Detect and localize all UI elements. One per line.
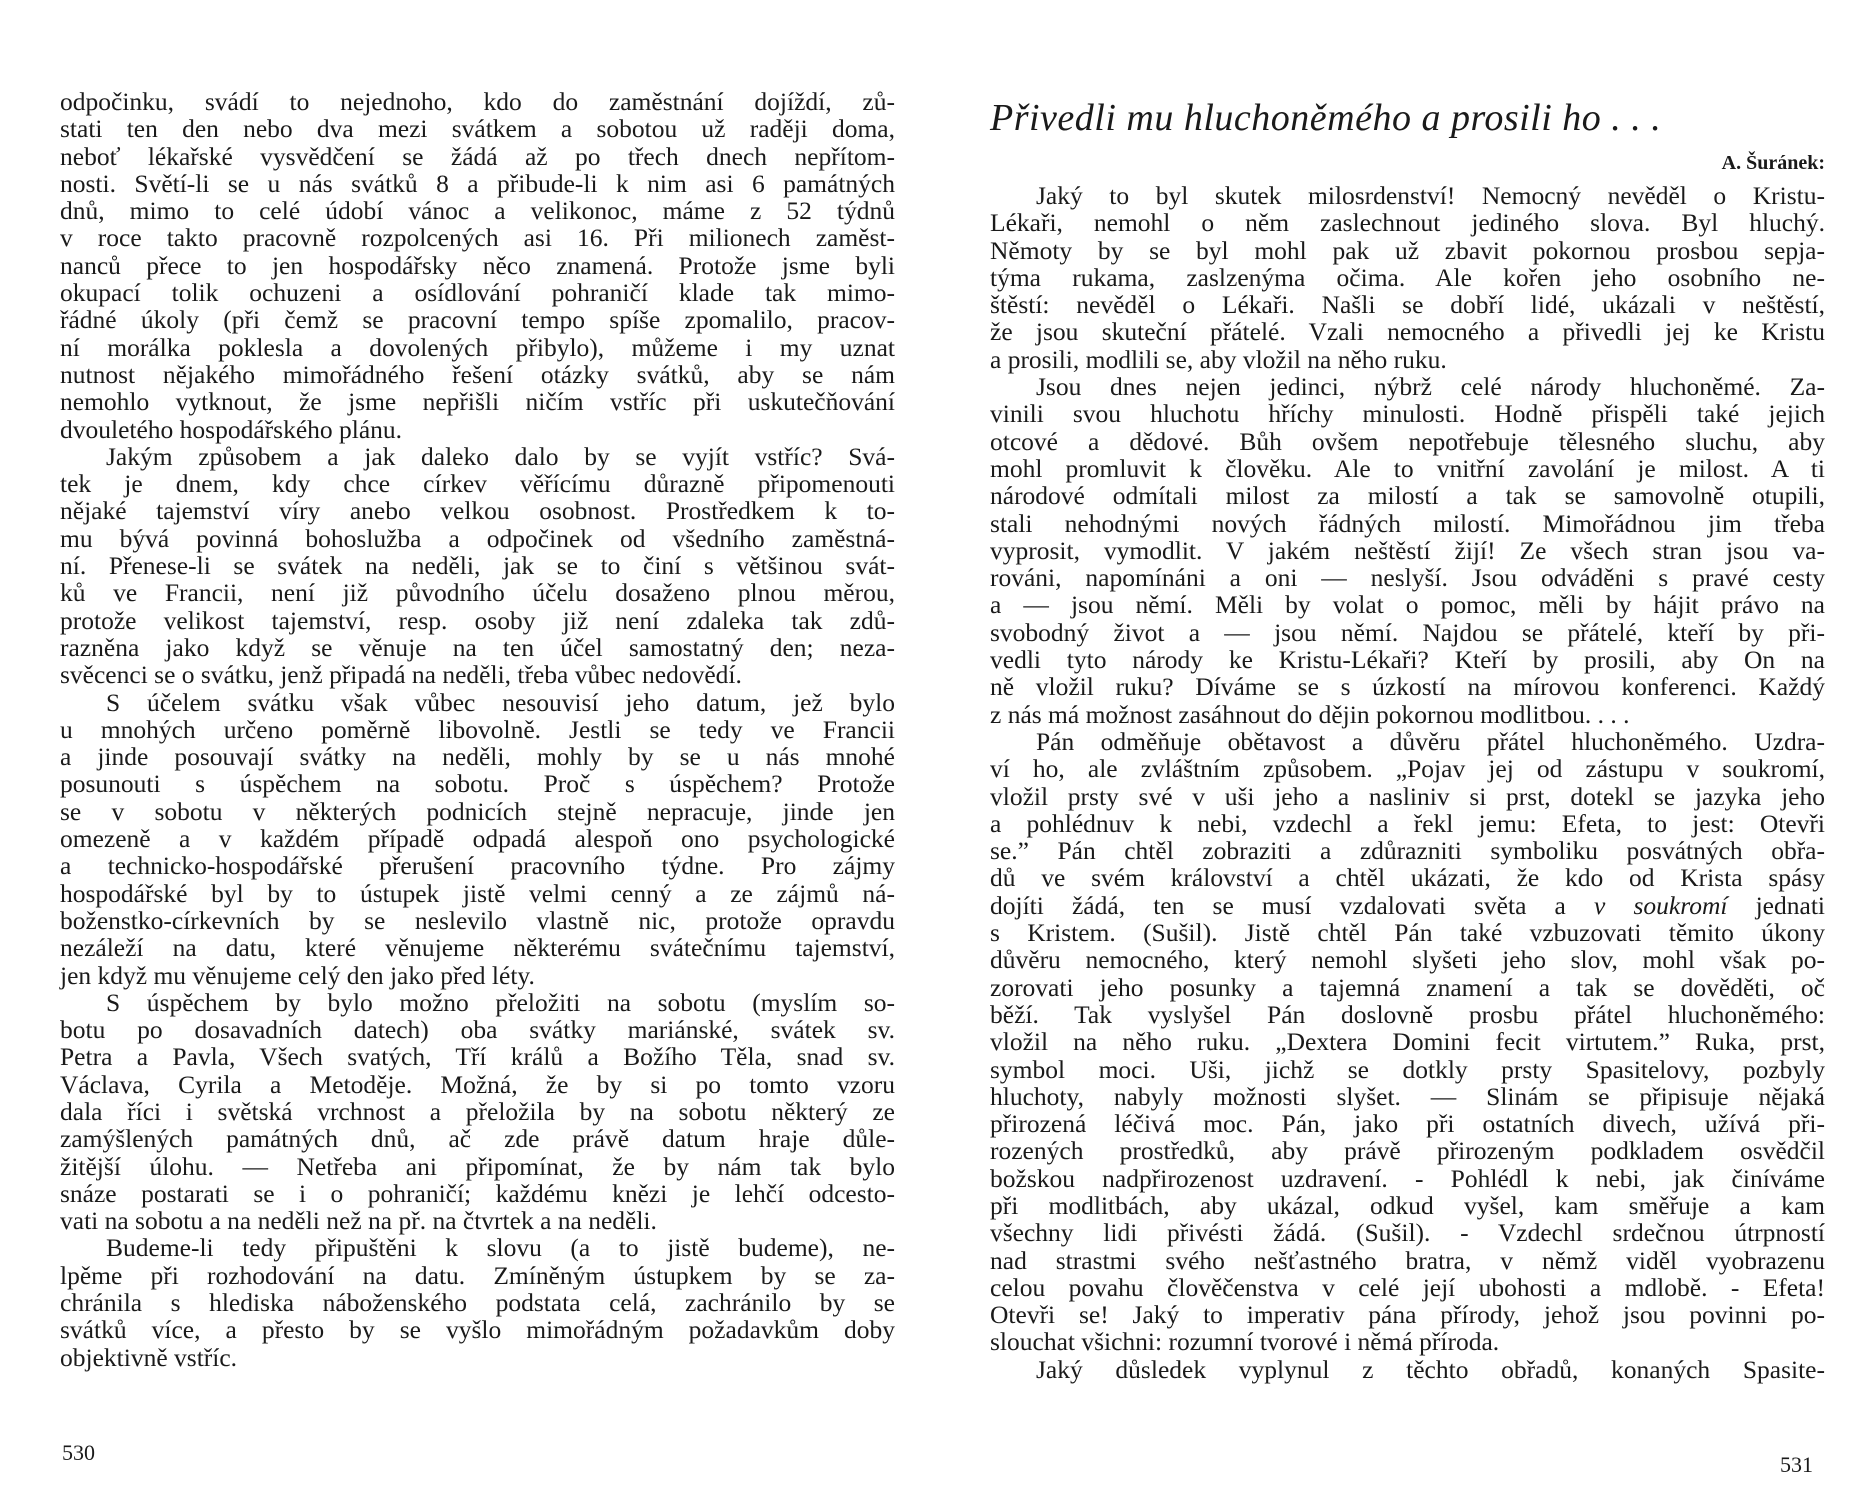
text-line: ků ve Francii, není již původního účelu dosaženo plnou měrou, <box>60 578 895 608</box>
text-line: a jinde posouvají svátky na neděli, mohly by se u nás mnohé <box>60 742 895 772</box>
text-line: s Kristem. (Sušil). Jistě chtěl Pán také vzbuzovati těmito úkony <box>990 918 1825 948</box>
text-line: nanců přece to jen hospodářsky něco znamená. Protože jsme byli <box>60 250 895 280</box>
text-line: jen když mu věnujeme celý den jako před léty. <box>60 960 535 990</box>
text-line: S účelem svátku však vůbec nesouvisí jeho datum, jež bylo <box>106 687 895 717</box>
text-line: dvouletého hospodářského plánu. <box>60 414 403 444</box>
text-line: důvěru nemocného, který nemohl slyšeti jeho slov, mohl však po- <box>990 945 1825 975</box>
text-line: svátků více, a přesto by se vyšlo mimořádným požadavkům doby <box>60 1315 895 1345</box>
article-author: A. Šuránek: <box>1721 152 1825 174</box>
text-line: Otevři se! Jaký to imperativ pána přírody, jehož jsou povinni po- <box>990 1300 1825 1330</box>
text-line: tek je dnem, kdy chce církev věřícímu důrazně připomenouti <box>60 469 895 499</box>
text-line: z nás má možnost zasáhnout do dějin pokornou modlitbou. . . . <box>990 699 1630 729</box>
text-line: objektivně vstříc. <box>60 1342 238 1372</box>
text-line: štěstí: nevěděl o Lékaři. Našli se dobří lidé, ukázali v neštěstí, <box>990 290 1825 320</box>
text-line: dala říci i světská vrchnost a přeložila by na sobotu některý ze <box>60 1096 895 1126</box>
text-line: zamýšlených památných dnů, ač zde právě datum hraje důle- <box>60 1124 895 1154</box>
text-line: Jakým způsobem a jak daleko dalo by se vyjít vstříc? Svá- <box>106 441 895 471</box>
text-line: S úspěchem by bylo možno přeložiti na sobotu (myslím so- <box>106 987 895 1017</box>
text-line: svobodný život a — jsou němí. Najdou se přátelé, kteří by při- <box>990 617 1825 647</box>
text-line: lpěme při rozhodování na datu. Zmíněným ústupkem by se za- <box>60 1260 895 1290</box>
text-line: zorovati jeho posunky a tajemná znamení a tak se dověděti, oč <box>990 972 1825 1002</box>
text-line: dů ve svém království a chtěl ukázati, že kdo od Krista spásy <box>990 863 1825 893</box>
text-line: nad strastmi svého nešťastného bratra, v němž viděl vyobrazenu <box>990 1245 1825 1275</box>
text-line: že jsou skuteční přátelé. Vzali nemocného a přivedli jej ke Kristu <box>990 317 1825 347</box>
text-line: vložil prsty své v uši jeho a nasliniv si prst, dotekl se jazyka jeho <box>990 781 1825 811</box>
text-line: boženstko-církevních by se neslevilo vlastně nic, protože opravdu <box>60 905 895 935</box>
text-line: týma rukama, zaslzenýma očima. Ale kořen jeho osobního ne- <box>990 262 1825 292</box>
text-line: Němoty by se byl mohl pak už zbavit pokornou prosbou sepja- <box>990 235 1825 265</box>
text-line: hluchoty, nabyly možnosti slyšet. — Slinám se připisuje nějaká <box>990 1081 1825 1111</box>
text-line: posunouti s úspěchem na sobotu. Proč s úspěchem? Protože <box>60 769 895 799</box>
text-line: žitější úlohu. — Netřeba ani připomínat, že by nám tak bylo <box>60 1151 895 1181</box>
text-line: ní. Přenese-li se svátek na neděli, jak se to činí s většinou svát- <box>60 551 895 581</box>
left-page-text-column <box>60 88 895 1371</box>
text-line: stali nehodnými nových řádných milostí. Mimořádnou jim třeba <box>990 508 1825 538</box>
text-line: božskou nadpřirozenost uzdravení. - Pohlédl k nebi, jak činíváme <box>990 1163 1825 1193</box>
text-line: stati ten den nebo dva mezi svátkem a sobotou už raději doma, <box>60 114 895 144</box>
text-line: Petra a Pavla, Všech svatých, Tří králů a Božího Těla, snad sv. <box>60 1042 895 1072</box>
paragraph <box>60 989 895 1235</box>
text-line: Pán odměňuje obětavost a důvěru přátel hluchoněmého. Uzdra- <box>1036 726 1825 756</box>
text-line: snáze postarati se i o pohraničí; každému knězi je lehčí odcesto- <box>60 1178 895 1208</box>
text-line: dnů, mimo to celé údobí vánoc a velikonoc, máme z 52 týdnů <box>60 196 895 226</box>
text-line: vedli tyto národy ke Kristu-Lékaři? Kteří by prosili, aby On na <box>990 645 1825 675</box>
text-line: vložil na něho ruku. „Dextera Domini fecit virtutem.” Ruka, prst, <box>990 1027 1825 1057</box>
text-line: a pohlédnuv k nebi, vzdechl a řekl jemu: Efeta, to jest: Otevři <box>990 808 1825 838</box>
text-line: omezeně a v každém případě odpadá alespoň ono psychologické <box>60 824 895 854</box>
text-line: neboť lékařské vysvědčení se žádá až po třech dnech nepřítom- <box>60 141 895 171</box>
text-line: rozených prostředků, aby právě přirozeným podkladem osvědčil <box>990 1136 1825 1166</box>
text-line: slouchat všichni: rozumní tvorové i němá příroda. <box>990 1327 1500 1357</box>
text-line: vati na sobotu a na neděli než na př. na čtvrtek a na neděli. <box>60 1206 657 1236</box>
text-line: mu bývá povinná bohoslužba a odpočinek od všedního zaměstná- <box>60 523 895 553</box>
text-line: Lékaři, nemohl o něm zaslechnout jediného slova. Byl hluchý. <box>990 208 1825 238</box>
text-line: přirozená léčivá moc. Pán, jako při ostatních divech, užívá při- <box>990 1109 1825 1139</box>
text-line: nějaké tajemství víry anebo velkou osobnost. Prostředkem k to- <box>60 496 895 526</box>
text-line: svěcenci se o svátku, jenž připadá na neděli, třeba vůbec nedovědí. <box>60 660 742 690</box>
text-line: ví ho, ale zvláštním způsobem. „Pojav jej od zástupu v soukromí, <box>990 754 1825 784</box>
right-page-text-column <box>990 182 1825 1383</box>
text-line: Václava, Cyrila a Metoděje. Možná, že by si po tomto vzoru <box>60 1069 895 1099</box>
paragraph <box>990 1356 1825 1383</box>
text-line: Budeme-li tedy připuštěni k slovu (a to jistě budeme), ne- <box>106 1233 895 1263</box>
paragraph <box>60 88 895 443</box>
text-line: Jaký důsledek vyplynul z těchto obřadů, konaných Spasite- <box>1036 1354 1825 1384</box>
paragraph <box>990 373 1825 728</box>
text-line: národové odmítali milost za milostí a tak se samovolně otupili, <box>990 481 1825 511</box>
paragraph <box>60 689 895 989</box>
text-line: nezáleží na datu, které věnujeme některému svátečnímu tajemství, <box>60 933 895 963</box>
text-line: všechny lidi přivésti žádá. (Sušil). - Vzdechl srdečnou útrpností <box>990 1218 1825 1248</box>
text-line: se.” Pán chtěl zobraziti a zdůrazniti symboliku posvátných obřa- <box>990 836 1825 866</box>
text-line: řádné úkoly (při čemž se pracovní tempo spíše zpomalilo, pracov- <box>60 305 895 335</box>
text-segment: jednati <box>1727 890 1825 920</box>
page-number-right: 531 <box>1780 1452 1813 1477</box>
text-line: otcové a dědové. Bůh ovšem nepotřebuje tělesného sluchu, aby <box>990 426 1825 456</box>
paragraph <box>60 443 895 689</box>
text-line: nutnost nějakého mimořádného řešení otázky svátků, aby se nám <box>60 359 895 389</box>
article-title: Přivedli mu hluchoněmého a prosili ho . . . <box>990 97 1662 139</box>
text-line: razněna jako když se věnuje na ten účel samostatný den; neza- <box>60 632 895 662</box>
text-line: protože velikost tajemství, resp. osoby již není zdaleka tak zdů- <box>60 605 895 635</box>
text-line: okupací tolik ochuzeni a osídlování pohraničí klade tak mimo- <box>60 278 895 308</box>
text-line: vyprosit, vymodlit. V jakém neštěstí žijí! Ze všech stran jsou va- <box>990 535 1825 565</box>
text-line: vinili svou hluchotu hříchy minulosti. Hodně přispěli také jejich <box>990 399 1825 429</box>
paragraph <box>990 728 1825 1356</box>
text-line: hospodářské byl by to ústupek jistě velmi cenný a ze zájmů ná- <box>60 878 895 908</box>
text-line: a — jsou němí. Měli by volat o pomoc, měli by hájit právo na <box>990 590 1825 620</box>
text-line: nemohlo vytknout, že jsme nepřišli ničím vstříc při uskutečňování <box>60 387 895 417</box>
paragraph <box>60 1234 895 1370</box>
text-line: běží. Tak vyslyšel Pán doslovně prosbu přátel hluchoněmého: <box>990 999 1825 1029</box>
text-line: Jaký to byl skutek milosrdenství! Nemocný nevěděl o Kristu- <box>1036 181 1825 210</box>
paragraph <box>990 182 1825 373</box>
text-segment: dojíti žádá, ten se musí vzdalovati světa a <box>990 890 1595 920</box>
text-line: mohl promluvit k člověku. Ale to vnitřní zavolání je milost. A ti <box>990 453 1825 483</box>
text-line: Jsou dnes nejen jedinci, nýbrž celé národy hluchoněmé. Za- <box>1036 372 1825 402</box>
text-line: ní morálka poklesla a dovolených přibylo), můžeme i my uznat <box>60 332 895 362</box>
text-line: rováni, napomínáni a oni — neslyší. Jsou odváděni s pravé cesty <box>990 563 1825 593</box>
text-line: botu po dosavadních datech) oba svátky mariánské, svátek sv. <box>60 1015 895 1045</box>
text-line: nosti. Světí-li se u nás svátků 8 a přibude-li k nim asi 6 památných <box>60 168 895 198</box>
text-line: celou povahu člověčenstva v celé její ubohosti a mdlobě. - Efeta! <box>990 1272 1825 1302</box>
text-line: a prosili, modlili se, aby vložil na něho ruku. <box>990 344 1447 374</box>
text-line: chránila s hlediska náboženského podstata celá, zachránilo by se <box>60 1288 895 1318</box>
text-line: se v sobotu v některých podnicích stejně nepracuje, jinde jen <box>60 796 895 826</box>
page-number-left: 530 <box>62 1440 95 1465</box>
text-line: ně vložil ruku? Díváme se s úzkostí na mírovou konferenci. Každý <box>990 672 1825 702</box>
text-line: symbol moci. Uši, jichž se dotkly prsty Spasitelovy, pozbyly <box>990 1054 1825 1084</box>
text-line: při modlitbách, aby ukázal, odkud vyšel, kam směřuje a kam <box>990 1190 1825 1220</box>
text-line: v roce takto pracovně rozpolcených asi 16. Při milionech zaměst- <box>60 223 895 253</box>
text-line: u mnohých určeno poměrně libovolně. Jestli se tedy ve Francii <box>60 714 895 744</box>
text-line: a technicko-hospodářské přerušení pracovního týdne. Pro zájmy <box>60 851 895 881</box>
text-line: odpočinku, svádí to nejednoho, kdo do zaměstnání dojíždí, zů- <box>60 87 895 116</box>
text-line <box>990 892 1825 919</box>
italic-text: v soukromí <box>1594 890 1728 920</box>
